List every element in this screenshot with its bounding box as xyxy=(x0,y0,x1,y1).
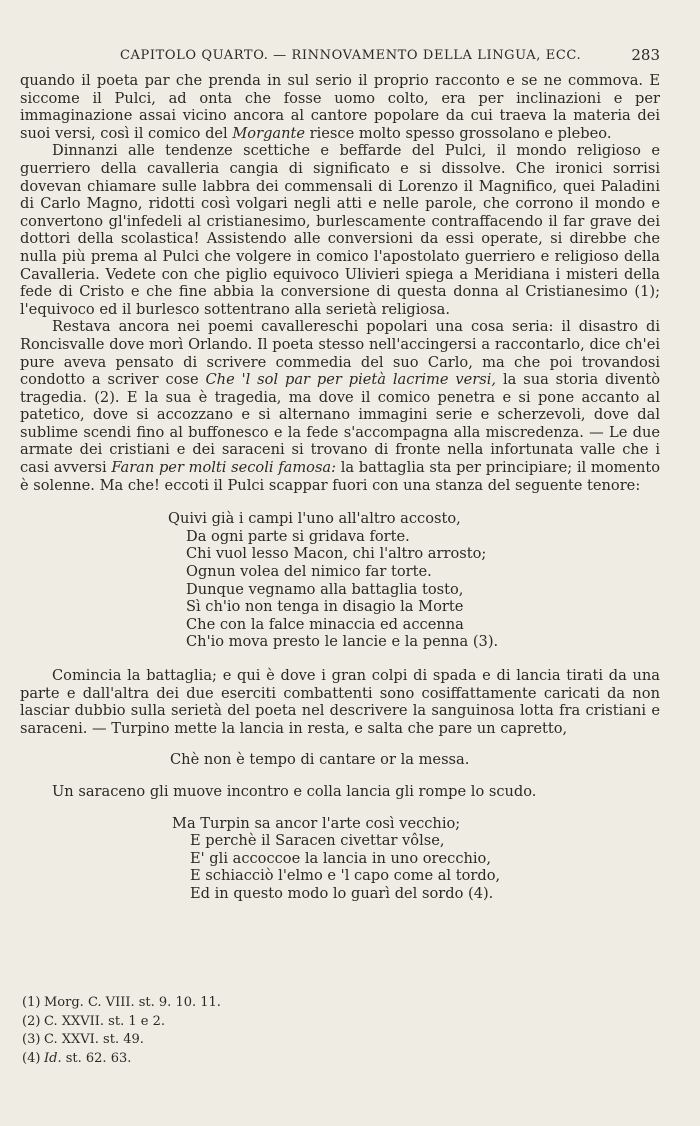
paragraph-5: Un saraceno gli muove incontro e colla lancia gli rompe lo scudo. xyxy=(52,782,537,800)
verse-line: Dunque vegnamo alla battaglia tosto, xyxy=(186,580,464,598)
emphasis-quote-2: Faran per molti secoli famosa: xyxy=(111,459,337,477)
verse-line: Da ogni parte si gridava forte. xyxy=(186,527,410,545)
verse-line: Chi vuol lesso Macon, chi l'altro arrosto; xyxy=(186,545,487,563)
paragraph-4: Comincia la battaglia; e qui è dove i gran colpi di spada e di lancia tirati da una parte e dall'altra dei due eserciti combattenti sono cosiffattamente caricati da non lasciar dubbio sulla serietà del poeta nel descrivere la sanguinosa lotta fra cristiani e saraceni. — Turpino mette la lancia in resta, e salta che pare un capretto, xyxy=(20,667,660,737)
footnote: (3) C. XXVI. st. 49. xyxy=(22,1032,144,1047)
quoted-verse-line: Chè non è tempo di cantare or la messa. xyxy=(170,751,470,769)
running-head: CAPITOLO QUARTO. — RINNOVAMENTO DELLA LINGUA, ECC. xyxy=(120,48,582,63)
emphasis-morgante: Morgante xyxy=(232,124,306,142)
verse-line: Sì ch'io non tenga in disagio la Morte xyxy=(186,598,464,616)
verse-line: Ch'io mova presto le lancie e la penna (3). xyxy=(186,633,499,651)
emphasis-quote-1: Che 'l sol par per pietà lacrime versi, xyxy=(205,371,497,389)
verse-line: E' gli accoccoe la lancia in uno orecchio, xyxy=(190,849,491,867)
verse-line: Ma Turpin sa ancor l'arte così vecchio; xyxy=(172,814,461,832)
verse-line: Ognun volea del nimico far torte. xyxy=(186,563,432,581)
page-number: 283 xyxy=(631,46,660,64)
verse-line: Che con la falce minaccia ed accenna xyxy=(186,615,464,633)
footnote: (2) C. XXVII. st. 1 e 2. xyxy=(22,1013,165,1029)
footnote: (4) Id. st. 62. 63. xyxy=(22,1050,132,1066)
verse-line: E schiacciò l'elmo e 'l capo come al tordo, xyxy=(190,867,501,885)
page-header xyxy=(20,48,660,68)
paragraph-1: quando il poeta par che prenda in sul serio il proprio racconto e se ne commova. E siccome il Pulci, ad onta che fosse uomo colto, era per inclinazioni e per immaginazione assai vicino ancora al cantore popolare da cui traeva la materia dei suoi versi, così il comico del Morgante riesce molto spesso grossolano e plebeo. xyxy=(20,72,660,142)
paragraph-2: Dinnanzi alle tendenze scettiche e beffarde del Pulci, il mondo religioso e guerriero della cavalleria cangia di significato e si dissolve. Che ironici sorrisi dovevan chiamare sulle labbra dei commensali di Lorenzo il Magnifico, quei Paladini di Carlo Magno, ridotti così volgari negli atti e nelle parole, che corrono il mondo e convertono gl'infedeli al cristianesimo, burlescamente contraffacendo il far grave dei dottori della scolastica! Assistendo alle conversioni da essi operate, si direbbe che nulla più prema al Pulci che volgere in comico l'apostolato guerriero e religioso della Cavalleria. Vedete con che piglio equivoco Ulivieri spiega a Meridiana i misteri della fede di Cristo e che fine abbia la conversione di questa donna al Cristianesimo (1); l'equivoco ed il burlesco sottentrano alla serietà religiosa. xyxy=(20,142,660,318)
paragraph-3: Restava ancora nei poemi cavallereschi popolari una cosa seria: il disastro di Roncisvalle dove morì Orlando. Il poeta stesso nell'accingersi a raccontarlo, dice ch'ei pure aveva pensato di scrivere commedia del suo Carlo, ma che poi trovandosi condotto a scriver cose Che 'l sol par per pietà lacrime versi, la sua storia diventò tragedia. (2). E la sua è tragedia, ma dove il comico penetra e si pone accanto al patetico, dove si accozzano e si alternano immagini serie e scherzevoli, dove dal sublime scendi fino al buffonesco e la fede s'accompagna alla miscredenza. — Le due armate dei cristiani e dei saraceni si trovano di fronte nella infortunata valle che i casi avversi Faran per molti secoli famosa: la battaglia sta per principiare; il momento è solenne. Ma che! eccoti il Pulci scappar fuori con una stanza del seguente tenore: xyxy=(20,318,661,494)
footnote: (1) Morg. C. VIII. st. 9. 10. 11. xyxy=(22,995,221,1010)
verse-line: Quivi già i campi l'uno all'altro accosto, xyxy=(168,510,461,528)
body-text xyxy=(20,72,660,903)
verse-line: E perchè il Saracen civettar vôlse, xyxy=(190,832,445,850)
verse-stanza-2 xyxy=(172,815,660,903)
footnotes xyxy=(22,994,622,1068)
verse-line: Ed in questo modo lo guarì del sordo (4). xyxy=(190,884,494,902)
verse-stanza-1 xyxy=(168,510,660,651)
